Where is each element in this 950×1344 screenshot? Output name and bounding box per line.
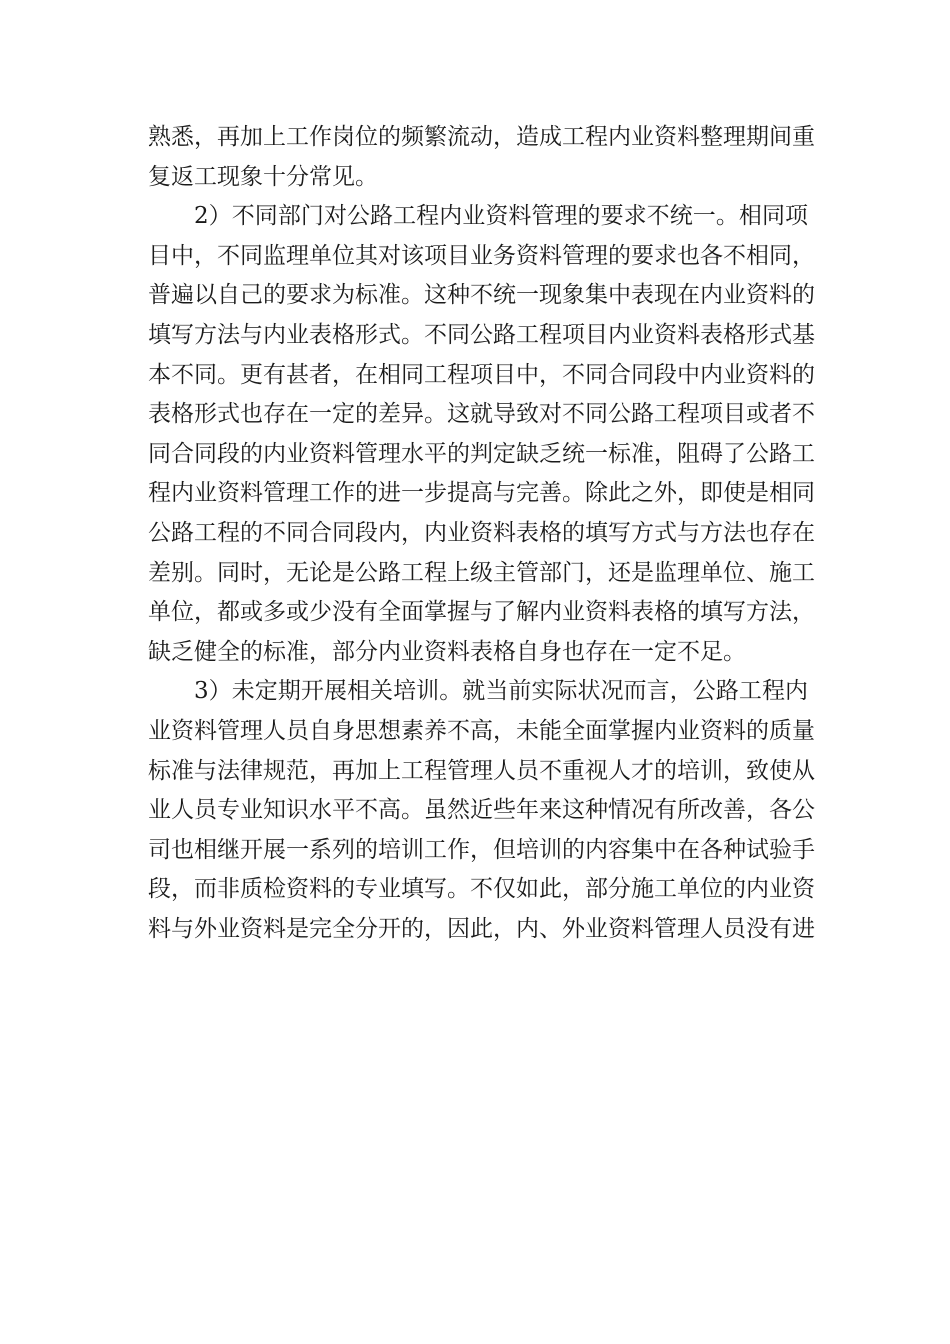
text-line: 目中，不同监理单位其对该项目业务资料管理的要求也各不相同， [148, 242, 815, 269]
text-line: 填写方法与内业表格形式。不同公路工程项目内业资料表格形式基 [148, 321, 815, 348]
text-line: 本不同。更有甚者，在相同工程项目中，不同合同段中内业资料的 [148, 361, 815, 388]
text-line: 业资料管理人员自身思想素养不高，未能全面掌握内业资料的质量 [148, 717, 815, 744]
text-line: 标准与法律规范，再加上工程管理人员不重视人才的培训，致使从 [148, 757, 815, 784]
text-line: 程内业资料管理工作的进一步提高与完善。除此之外，即使是相同 [148, 480, 815, 507]
text-line: 料与外业资料是完全分开的，因此，内、外业资料管理人员没有进 [148, 915, 815, 942]
text-line: 差别。同时，无论是公路工程上级主管部门，还是监理单位、施工 [148, 559, 815, 586]
text-line: 段，而非质检资料的专业填写。不仅如此，部分施工单位的内业资 [148, 876, 815, 903]
text-line: 复返工现象十分常见。 [148, 163, 378, 190]
text-line: 普遍以自己的要求为标准。这种不统一现象集中表现在内业资料的 [148, 282, 815, 309]
text-line: 3）未定期开展相关培训。就当前实际状况而言，公路工程内 [194, 678, 808, 705]
text-line: 2）不同部门对公路工程内业资料管理的要求不统一。相同项 [194, 203, 808, 230]
text-line: 公路工程的不同合同段内，内业资料表格的填写方式与方法也存在 [148, 519, 815, 546]
text-line: 熟悉，再加上工作岗位的频繁流动，造成工程内业资料整理期间重 [148, 124, 815, 150]
text-line: 表格形式也存在一定的差异。这就导致对不同公路工程项目或者不 [148, 401, 815, 428]
text-line: 业人员专业知识水平不高。虽然近些年来这种情况有所改善，各公 [148, 797, 815, 824]
text-line: 单位，都或多或少没有全面掌握与了解内业资料表格的填写方法， [148, 599, 815, 626]
text-line: 同合同段的内业资料管理水平的判定缺乏统一标准，阻碍了公路工 [148, 440, 815, 467]
body-text [148, 118, 815, 949]
text-line: 缺乏健全的标准，部分内业资料表格自身也存在一定不足。 [148, 638, 746, 665]
text-line: 司也相继开展一系列的培训工作，但培训的内容集中在各种试验手 [148, 836, 815, 863]
